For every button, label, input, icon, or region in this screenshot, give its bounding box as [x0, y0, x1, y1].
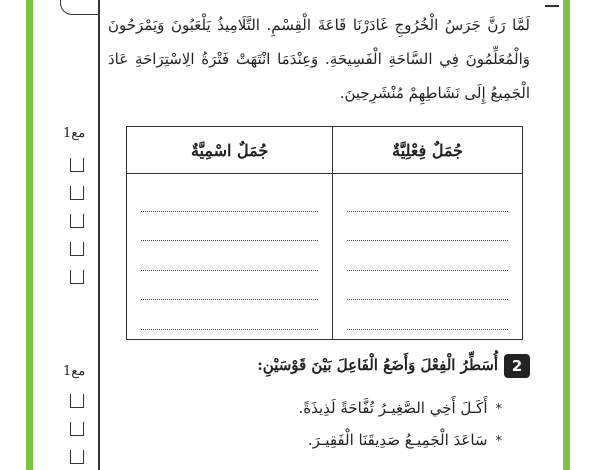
exercise-item[interactable] [260, 424, 502, 456]
answer-line[interactable] [347, 212, 508, 242]
nominal-answer-cell[interactable] [127, 174, 333, 340]
exercise-item-text: أَكَـلَ أَخِي الصَّغِيـرُ تُفَّاحَةً لَذِيذَةً. [298, 399, 488, 417]
exercise-number-badge: 2 [504, 354, 530, 378]
answer-line[interactable] [347, 241, 508, 271]
answer-line[interactable] [141, 212, 318, 242]
answer-line[interactable] [347, 300, 508, 330]
sentence-classification-table [126, 126, 523, 340]
answer-line[interactable] [141, 241, 318, 271]
nominal-sentences-header: جُمَلٌ اسْمِيَّةٌ [127, 127, 333, 174]
table-header-row [127, 127, 523, 174]
score-checkbox[interactable] [70, 186, 84, 200]
score-checkbox[interactable] [70, 214, 84, 228]
score-checkbox[interactable] [70, 450, 84, 464]
exercise-item[interactable] [260, 392, 502, 424]
right-frame-border [563, 0, 570, 470]
answer-line[interactable] [141, 300, 318, 330]
score-label: مع1 [63, 126, 86, 141]
exercise-instruction: أُسَطِّرُ الْفِعْلَ وَأَضَعُ الْفَاعِلَ بَيْنَ قَوْسَيْنِ: [257, 356, 498, 374]
passage-text: لَمَّا رَنَّ جَرَسُ الْخُرُوجِ غَادَرْنَا قَاعَةَ الْقِسْمِ. التَّلَامِيذُ يَلْعَبُونَ وَيَمْرَحُونَ وَالْمُعَلِّمُونَ فِي السَّاحَةِ الْفَسِيحَةِ. وَعِنْدَمَا انْتَهَتْ فَتْرَةُ الِاسْتِرَاحَةِ عَادَ الْجَمِيعُ إِلَى نَشَاطِهِمْ مُنْشَرِحِينَ. [108, 16, 530, 102]
top-header-remnant [545, 0, 559, 7]
answer-line[interactable] [347, 182, 508, 212]
left-frame-border [26, 0, 33, 470]
score-checkbox[interactable] [70, 242, 84, 256]
answer-line[interactable] [141, 271, 318, 301]
score-checkbox[interactable] [70, 270, 84, 284]
bullet-star-icon: * [495, 402, 502, 417]
verbal-answer-cell[interactable] [333, 174, 523, 340]
verbal-sentences-header: جُمَلٌ فِعْلِيَّةٌ [333, 127, 523, 174]
answer-line[interactable] [141, 182, 318, 212]
exercise-item-text: سَاعَدَ الْجَمِيـعُ صَدِيقَنَا الْفَقِيـرَ. [307, 431, 488, 449]
answer-line[interactable] [347, 271, 508, 301]
score-checkbox[interactable] [70, 394, 84, 408]
score-label: مع1 [63, 364, 86, 379]
score-checkbox[interactable] [70, 158, 84, 172]
bullet-star-icon: * [495, 434, 502, 449]
exercise-items [260, 392, 502, 456]
top-left-arc [60, 0, 99, 15]
margin-line [98, 0, 100, 470]
table-answer-row [127, 174, 523, 340]
score-checkbox[interactable] [70, 422, 84, 436]
